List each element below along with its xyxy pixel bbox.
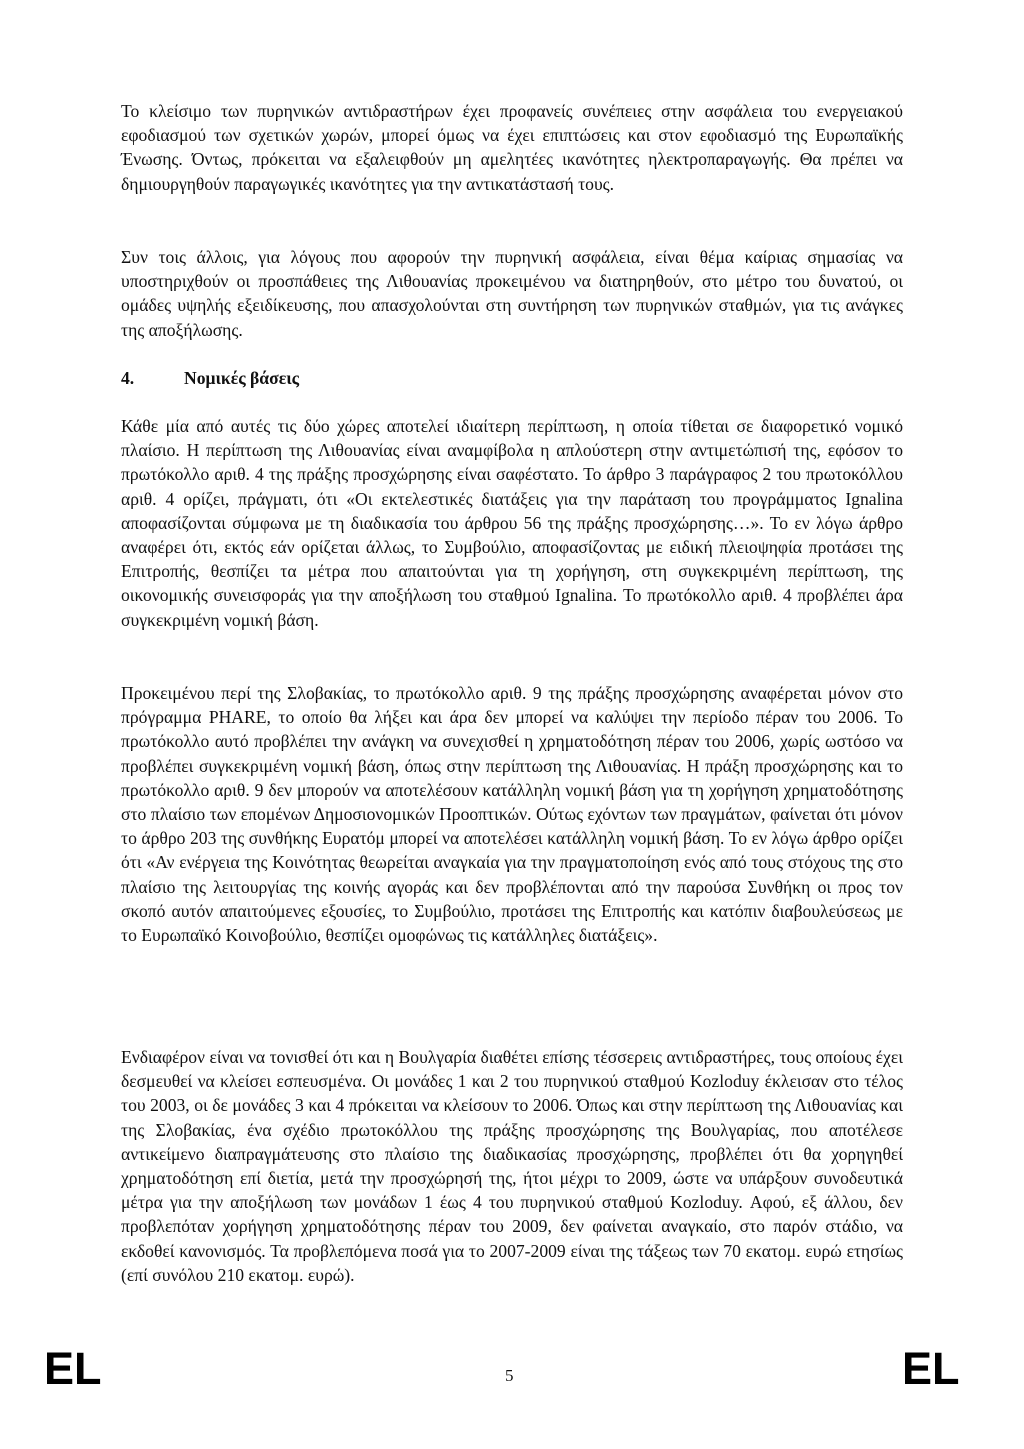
- paragraph-legal-slovakia: Προκειμένου περί της Σλοβακίας, το πρωτόκολλο αριθ. 9 της πράξης προσχώρησης αναφέρεται μόνον στο πρόγραμμα PHARE, το οποίο θα λήξει και άρα δεν μπορεί να καλύψει την περίοδο πέραν του 2006. Το πρωτόκολλο αυτό προβλέπει την ανάγκη να συνεχισθεί η χρηματοδότηση πέραν του 2006, χωρίς ωστόσο να προβλέπει συγκεκριμένη νομική βάση, όπως στην περίπτωση της Λιθουανίας. Η πράξη προσχώρησης και το πρωτόκολλο αριθ. 9 δεν μπορούν να αποτελέσουν κατάλληλη νομική βάση για τη χορήγηση χρηματοδότησης στο πλαίσιο των επομένων Δημοσιονομικών Προοπτικών. Ούτως εχόντων των πραγμάτων, φαίνεται ότι μόνον το άρθρο 203 της συνθήκης Ευρατόμ μπορεί να αποτελέσει κατάλληλη νομική βάση. Το εν λόγω άρθρο ορίζει ότι «Αν ενέργεια της Κοινότητας θεωρείται αναγκαία για την πραγματοποίηση ενός από τους στόχους της στο πλαίσιο της λειτουργίας της κοινής αγοράς και δεν προβλέπονται από την παρούσα Συνθήκη οι προς τον σκοπό αυτόν απαιτούμενες εξουσίες, το Συμβούλιο, προτάσει της Επιτροπής και κατόπιν διαβουλεύσεως με το Ευρωπαϊκό Κοινοβούλιο, θεσπίζει ομοφώνως τις κατάλληλες διατάξεις».: [121, 683, 903, 946]
- paragraph-legal-lithuania: Κάθε μία από αυτές τις δύο χώρες αποτελεί ιδιαίτερη περίπτωση, η οποία τίθεται σε διαφορετικό νομικό πλαίσιο. Η περίπτωση της Λιθουανίας είναι αναμφίβολα η απλούστερη στην αντιμετώπισή της, εφόσον το πρωτόκολλο αριθ. 4 της πράξης προσχώρησης είναι σαφέστατο. Το άρθρο 3 παράγραφος 2 του πρωτοκόλλου αριθ. 4 ορίζει, πράγματι, ότι «Οι εκτελεστικές διατάξεις για την παράταση του προγράμματος Ignalina αποφασίζονται σύμφωνα με τη διαδικασία του άρθρου 56 της πράξης προσχώρησης…». Το εν λόγω άρθρο αναφέρει ότι, εκτός εάν ορίζεται άλλως, το Συμβούλιο, αποφασίζοντας με ειδική πλειοψηφία προτάσει της Επιτροπής, θεσπίζει τα μέτρα που απαιτούνται για τη χορήγηση, στη συγκεκριμένη περίπτωση, της οικονομικής συνεισφοράς για την αποξήλωση του σταθμού Ignalina. Το πρωτόκολλο αριθ. 4 προβλέπει άρα συγκεκριμένη νομική βάση.: [121, 416, 903, 630]
- footer-language-right: EL: [902, 1343, 960, 1394]
- footer-language-left: EL: [44, 1343, 102, 1394]
- section-title: Νομικές βάσεις: [184, 368, 300, 388]
- paragraph-nuclear-safety: Συν τοις άλλοις, για λόγους που αφορούν την πυρηνική ασφάλεια, είναι θέμα καίριας σημασίας να υποστηριχθούν οι προσπάθειες της Λιθουανίας προκειμένου να διατηρηθούν, στο μέτρο του δυνατού, οι ομάδες υψηλής εξειδίκευσης, που απασχολούνται στη συντήρηση των πυρηνικών σταθμών, για τις ανάγκες της αποξήλωσης.: [121, 247, 903, 340]
- section-number: 4.: [121, 368, 135, 388]
- paragraph-energy-supply: Το κλείσιμο των πυρηνικών αντιδραστήρων έχει προφανείς συνέπειες στην ασφάλεια του ενεργειακού εφοδιασμού των σχετικών χωρών, μπορεί όμως να έχει επιπτώσεις και στον εφοδιασμό της Ευρωπαϊκής Ένωσης. Όντως, πρόκειται να εξαλειφθούν μη αμελητέες ικανότητες ηλεκτροπαραγωγής. Θα πρέπει να δημιουργηθούν παραγωγικές ικανότητες για την αντικατάστασή τους.: [121, 101, 903, 194]
- page-number: 5: [505, 1366, 514, 1385]
- section-heading: [121, 366, 299, 390]
- paragraph-bulgaria: Ενδιαφέρον είναι να τονισθεί ότι και η Βουλγαρία διαθέτει επίσης τέσσερεις αντιδραστήρες, τους οποίους έχει δεσμευθεί να κλείσει εσπευσμένα. Οι μονάδες 1 και 2 του πυρηνικού σταθμού Kozloduy έκλεισαν στο τέλος του 2003, οι δε μονάδες 3 και 4 πρόκειται να κλείσουν το 2006. Όπως και στην περίπτωση της Λιθουανίας και της Σλοβακίας, ένα σχέδιο πρωτοκόλλου της πράξης προσχώρησης της Βουλγαρίας, που αποτέλεσε αντικείμενο διαπραγμάτευσης στο πλαίσιο της διαδικασίας προσχώρησης, προβλέπει ότι θα χορηγηθεί χρηματοδότηση επί διετία, μετά την προσχώρησή της, ήτοι μέχρι το 2009, ώστε να υπάρξουν συνοδευτικά μέτρα για την αποξήλωση των μονάδων 1 έως 4 του πυρηνικού σταθμού Kozloduy. Αφού, εξ άλλου, δεν προβλεπόταν χορήγηση χρηματοδότησης πέραν του 2009, δεν φαίνεται αναγκαίο, στο παρόν στάδιο, να εκδοθεί κανονισμός. Τα προβλεπόμενα ποσά για το 2007-2009 είναι της τάξεως των 70 εκατομ. ευρώ ετησίως (επί συνόλου 210 εκατομ. ευρώ).: [121, 1047, 903, 1285]
